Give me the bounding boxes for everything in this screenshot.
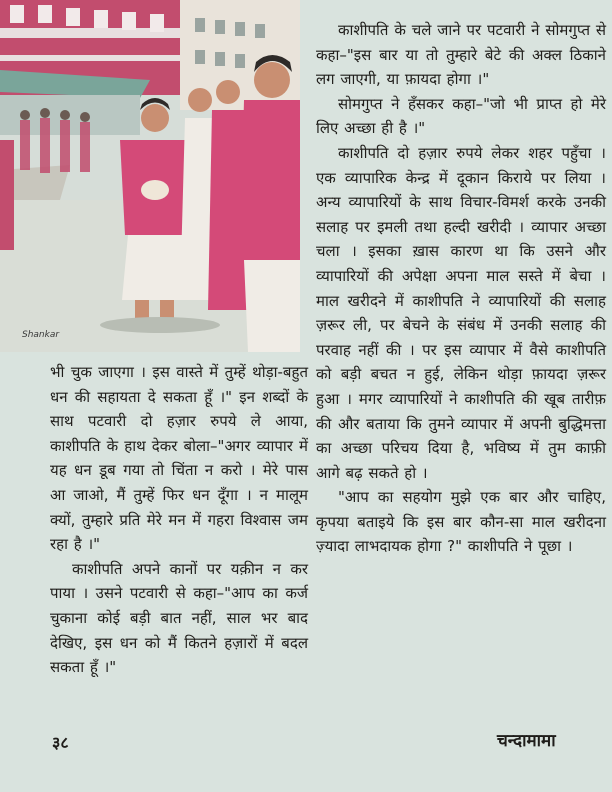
paragraph: काशीपति दो हज़ार रुपये लेकर शहर पहुँचा । एक व्यापारिक केन्द्र में दूकान किराये पर लिया । अन्य व्यापारियों के साथ विचार-विमर्श करके उनकी सलाह पर इमली तथा हल्दी खरीदी । व्यापार अच्छा चला । इसका ख़ास कारण था कि उसने और व्यापारियों की अपेक्षा अपना माल सस्ते में बेचा । माल खरीदने में काशीपति ने व्यापारियों की सलाह ज़रूर ली, पर बेचने के संबंध में उनकी सलाह की परवाह नहीं की । पर इस व्यापार में वैसे काशीपति को बड़ी बचत न हुई, लेकिन थोड़ा फ़ायदा ज़रूर हुआ । मगर व्यापारियों ने काशीपति की खूब तारीफ़ की और बताया कि तुमने व्यापार में अपनी बुद्धिमत्ता का अच्छा परिचय दिया है, भविष्य में तुम काफ़ी आगे बढ़ सकते हो ।: [316, 143, 606, 482]
left-text-column: [50, 360, 308, 680]
paragraph: "आप का सहयोग मुझे एक बार और चाहिए, कृपया बताइये कि इस बार कौन-सा माल खरीदना ज़्यादा लाभदायक होगा ?" काशीपति ने पूछा ।: [316, 488, 606, 556]
paragraph: काशीपति अपने कानों पर यक़ीन न कर पाया । उसने पटवारी से कहा–"आप का कर्ज चुकाना कोई बड़ी बात नहीं, साल भर बाद देखिए, इस धन को मैं कितने हज़ारों में बदल सकता हूँ ।": [50, 559, 308, 677]
story-illustration: [0, 0, 300, 352]
paragraph: काशीपति के चले जाने पर पटवारी ने सोमगुप्त से कहा–"इस बार या तो तुम्हारे बेटे की अक्ल ठिकाने लग जाएगी, या फ़ायदा होगा ।": [316, 21, 606, 89]
market-scene-illustration: [0, 0, 300, 352]
paragraph: सोमगुप्त ने हँसकर कहा–"जो भी प्राप्त हो मेरे लिए अच्छा ही है ।": [316, 94, 606, 138]
right-text-column: [316, 18, 606, 559]
artist-signature: Shankar: [22, 330, 60, 340]
page-number: ३८: [52, 733, 69, 752]
magazine-title: चन्दामामा: [497, 731, 556, 751]
paragraph: भी चुक जाएगा । इस वास्ते में तुम्हें थोड़ा-बहुत धन की सहायता दे सकता हूँ ।" इन शब्दों के साथ पटवारी दो हज़ार रुपये ले आया, काशीपति के हाथ देकर बोला–"अगर व्यापार में यह धन डूब गया तो चिंता न करो । मेरे पास आ जाओ, मैं तुम्हें फिर धन दूँगा । न मालूम क्यों, तुम्हारे प्रति मेरे मन में गहरा विश्वास जम रहा है ।": [50, 363, 308, 554]
